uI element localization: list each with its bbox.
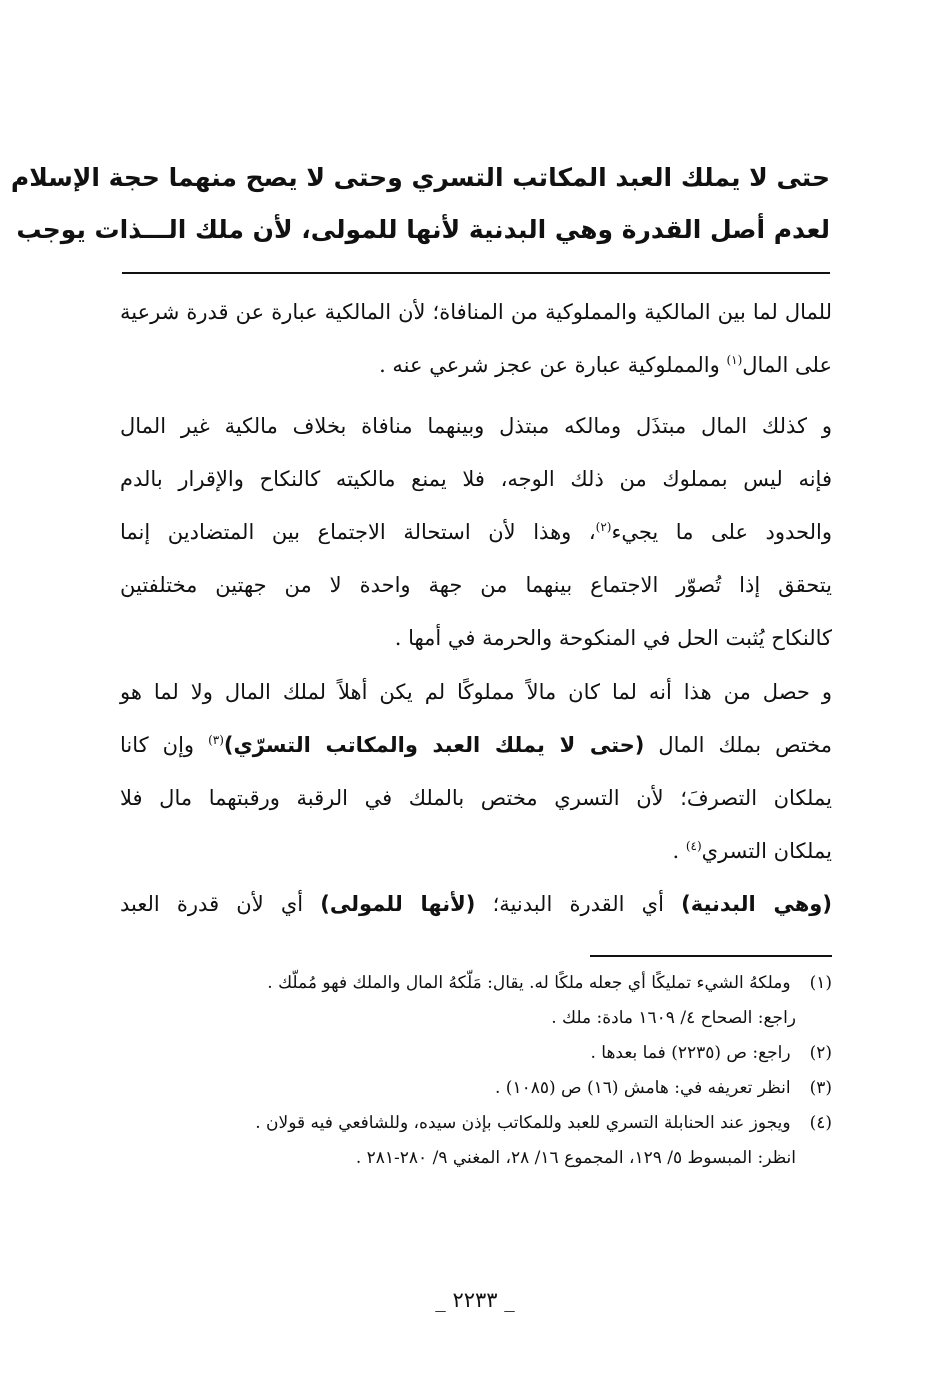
- footnote-text: وملكهُ الشيء تمليكًا أي جعله ملكًا له. يقال: مَلّكهُ المال والملك فهو مُملّك .: [267, 973, 791, 993]
- footnote-number: (١): [809, 973, 832, 993]
- matn-text: [10, 152, 830, 256]
- text-line: فإنه ليس بمملوك من ذلك الوجه، فلا يمنع مالكيته كالنكاح والإقرار بالدم: [120, 467, 832, 491]
- footnote-number: (٣): [809, 1078, 832, 1098]
- text-line: يملكان التصرفَ؛ لأن التسري مختص بالملك في الرقبة ورقبتهما مال فلا: [120, 786, 832, 810]
- text-run: أي القدرة البدنية؛: [475, 892, 682, 916]
- text-run: وإن كانا: [120, 733, 195, 757]
- text-line: و حصل من هذا أنه لما كان مالاً مملوكًا لم يكن أهلاً لملك المال ولا لما هو: [120, 680, 832, 704]
- text-line: للمال لما بين المالكية والمملوكية من المنافاة؛ لأن المالكية عبارة عن قدرة شرعية: [120, 300, 832, 324]
- footnote-item: [160, 966, 832, 1001]
- footnote-separator-rule: [590, 955, 832, 957]
- page-number: _ ٢٢٣٣ _: [435, 1288, 515, 1312]
- text-line: يتحقق إذا تُصوّر الاجتماع بينهما من جهة واحدة لا من جهتين مختلفتين: [120, 573, 832, 597]
- footnote-text: انظر: المبسوط ٥/ ١٢٩، المجموع ١٦/ ٢٨، المغني ٩/ ٢٨٠-٢٨١ .: [355, 1148, 796, 1168]
- text-run: .: [672, 839, 686, 863]
- footnote-ref[interactable]: (٢): [595, 520, 612, 534]
- matn-line: لعدم أصل القدرة وهي البدنية لأنها للمولى، لأن ملك الـــذات يوجب: [16, 215, 830, 244]
- footnote-text: ويجوز عند الحنابلة التسري للعبد وللمكاتب بإذن سيده، وللشافعي فيه قولان .: [255, 1113, 791, 1133]
- text-run: والمملوكية عبارة عن عجز شرعي عنه .: [379, 353, 727, 377]
- matn-line: حتى لا يملك العبد المكاتب التسري وحتى لا يصح منهما حجة الإسلام: [10, 163, 830, 192]
- footnote-item: [160, 1036, 832, 1071]
- commentary-paragraph-2: [120, 400, 832, 665]
- text-line: [120, 825, 832, 878]
- text-line: [120, 878, 832, 931]
- text-line: [120, 506, 832, 559]
- commentary-paragraph-3: [120, 666, 832, 878]
- quoted-matn: (لأنها للمولى): [320, 892, 476, 916]
- text-line: و كذلك المال مبتذَل ومالكه مبتذل وبينهما منافاة بخلاف مالكية غير المال: [120, 414, 832, 438]
- commentary-paragraph-1: [120, 286, 832, 392]
- footnote-ref[interactable]: (١): [726, 353, 743, 367]
- footnote-ref[interactable]: (٤): [685, 839, 702, 853]
- text-line: [120, 339, 832, 392]
- footnote-text: راجع: الصحاح ٤/ ١٦٠٩ مادة: ملك .: [551, 1008, 796, 1028]
- matn-separator-rule: [122, 272, 830, 274]
- text-run: يملكان التسري: [701, 839, 832, 863]
- footnote-number: (٤): [809, 1113, 832, 1133]
- text-run: على المال: [742, 353, 832, 377]
- footnote-ref[interactable]: (٣): [208, 733, 224, 747]
- footnote-item: [160, 1001, 832, 1036]
- commentary-paragraph-4: [120, 878, 832, 931]
- footnote-item: [160, 1141, 832, 1176]
- footnote-text: انظر تعريفه في: هامش (١٦) ص (١٠٨٥) .: [494, 1078, 791, 1098]
- quoted-matn: (حتى لا يملك العبد والمكاتب التسرّي): [223, 733, 645, 757]
- text-run: ، وهذا لأن استحالة الاجتماع بين المتضادين إنما: [120, 520, 596, 544]
- footnotes: [160, 966, 832, 1176]
- footnote-item: [160, 1106, 832, 1141]
- footnote-text: راجع: ص (٢٢٣٥) فما بعدها .: [590, 1043, 791, 1063]
- footnote-number: (٢): [809, 1043, 832, 1063]
- text-line: [120, 719, 832, 772]
- footnote-item: [160, 1071, 832, 1106]
- text-run: مختص بملك المال: [658, 733, 832, 757]
- text-run: أي لأن قدرة العبد: [120, 892, 321, 916]
- text-run: والحدود على ما يجيء: [611, 520, 832, 544]
- text-line: كالنكاح يُثبت الحل في المنكوحة والحرمة في أمها .: [394, 626, 832, 650]
- quoted-matn: (وهي البدنية): [681, 892, 832, 916]
